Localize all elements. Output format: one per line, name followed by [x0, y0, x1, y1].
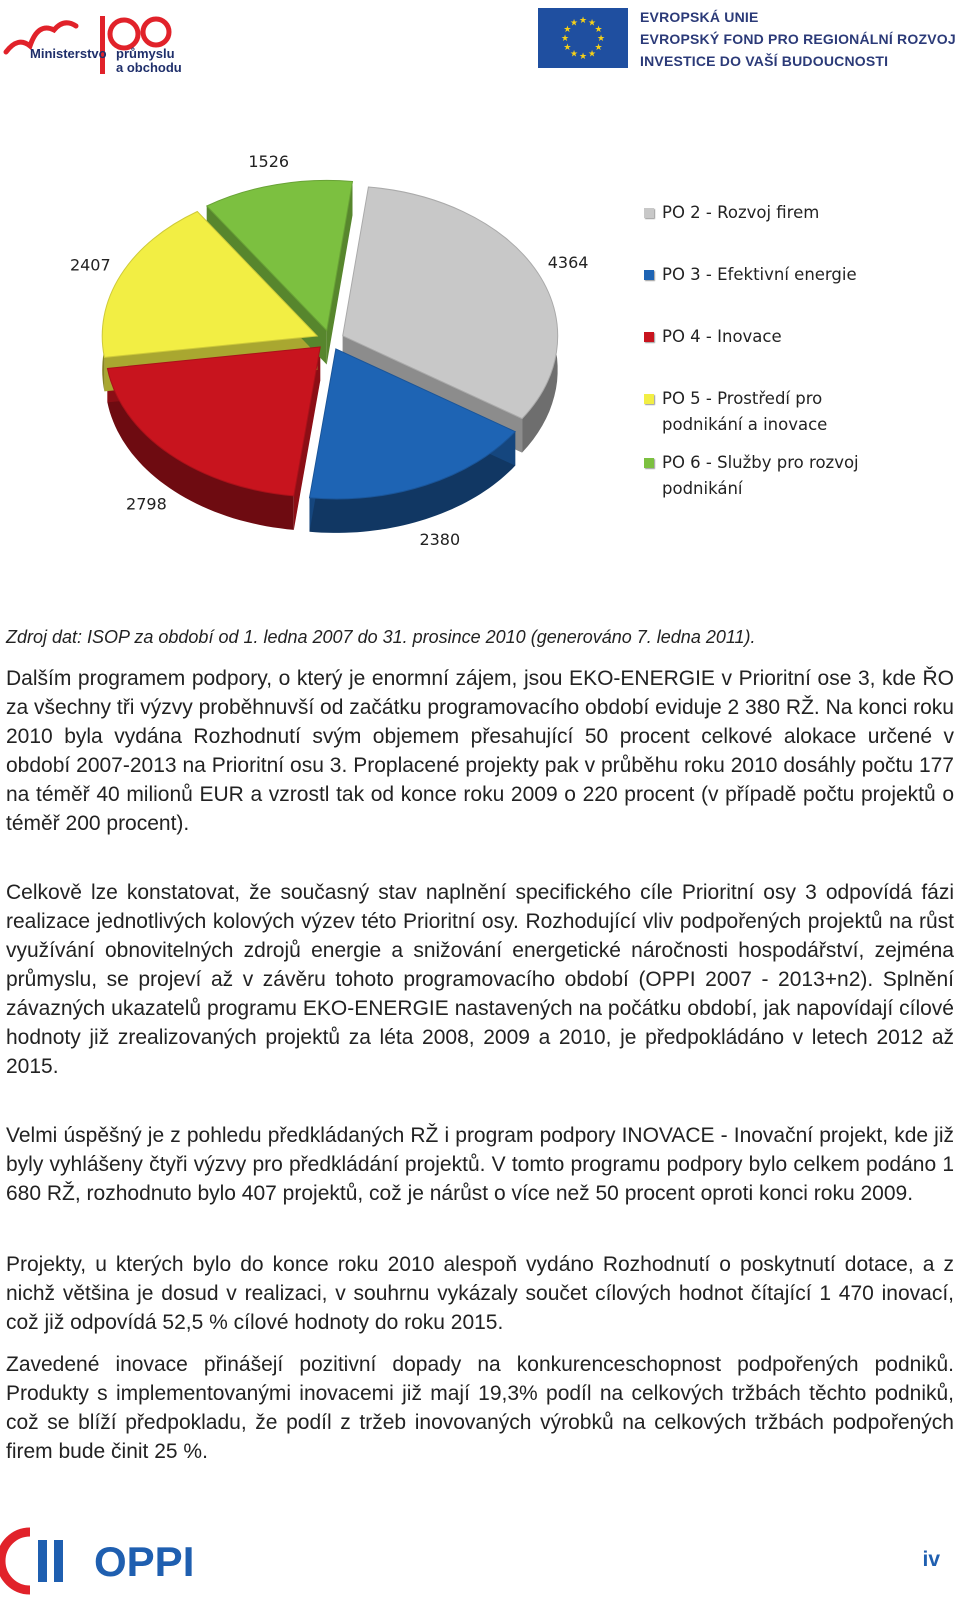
oppi-logo-text: OPPI	[94, 1538, 195, 1585]
svg-text:★: ★	[587, 48, 597, 59]
ministry-logo-line-1: Ministerstvo	[30, 46, 107, 61]
legend-label-po2: PO 2 - Rozvoj firem	[662, 203, 820, 222]
chart-legend	[644, 200, 944, 502]
legend-label-po5: PO 5 - Prostředí pro podnikání a inovace	[662, 389, 828, 434]
legend-item-po4	[644, 324, 944, 350]
paragraph-projects: Projekty, u kterých bylo do konce roku 2010 alespoň vydáno Rozhodnutí o poskytnutí dotace, a z nichž většina je dosud v realizaci, v souhrnu vykázaly součet cílových hodnot čítající 1 470 inovací, což již odpovídá 52,5 % cílové hodnoty do roku 2015.	[6, 1253, 954, 1334]
legend-swatch-po4	[644, 332, 654, 342]
paragraph-eko-energie: Dalším programem podpory, o který je enormní zájem, jsou EKO-ENERGIE v Prioritní ose 3, kde ŘO za všechny tři výzvy proběhnuvší od začátku programovacího období eviduje 2 380 RŽ. Na konci roku 2010 byla vydána Rozhodnutí svým objemem přesahující 50 procent celkové alokace určené v období 2007-2013 na Prioritní osu 3. Proplacené projekty pak v průběhu roku 2010 dosáhly počtu 177 na téměř 40 milionů EUR a vzrostl tak od konce roku 2009 o 220 procent (v případě počtu projektů o téměř 200 procent).	[6, 667, 954, 835]
legend-swatch-po6	[644, 458, 654, 468]
pie-value-label-1: 2380	[419, 530, 461, 550]
legend-swatch-po3	[644, 270, 654, 280]
pie-value-label-3: 2407	[69, 255, 111, 275]
ministry-logo	[4, 6, 194, 76]
eu-flag-icon	[538, 8, 628, 68]
legend-item-po5	[644, 386, 944, 438]
svg-text:★: ★	[560, 33, 570, 43]
legend-swatch-po2	[644, 208, 654, 218]
eu-funding-text	[640, 6, 956, 72]
pie-chart-svg	[60, 152, 660, 550]
paragraph-innovations-impact: Zavedené inovace přinášejí pozitivní dopady na konkurenceschopnost podpořených podniků. Produkty s implementovanými inovacemi již mají 19,3% podíl na celkových tržbách těchto podniků, což se blíží předpokladu, že podíl z tržeb inovovaných výrobků na celkových tržbách podpořených firem bude činit 25 %.	[6, 1353, 954, 1463]
page-number: iv	[922, 1548, 940, 1571]
svg-text:★: ★	[569, 48, 579, 59]
oppi-logo-graphic	[4, 1524, 214, 1594]
eu-line-2: EVROPSKÝ FOND PRO REGIONÁLNÍ ROZVOJ	[640, 31, 956, 47]
legend-label-po4: PO 4 - Inovace	[662, 327, 782, 346]
svg-text:★: ★	[563, 42, 572, 52]
legend-item-po6	[644, 450, 944, 502]
svg-text:★: ★	[587, 17, 597, 28]
svg-text:★: ★	[596, 33, 606, 43]
source-note: Zdroj dat: ISOP za období od 1. ledna 2007 do 31. prosince 2010 (generováno 7. ledna 2011).	[6, 627, 756, 647]
legend-label-po6: PO 6 - Služby pro rozvoj podnikání	[662, 453, 859, 498]
legend-item-po3	[644, 262, 944, 288]
pie-slice-2	[107, 347, 320, 496]
paragraph-inovace: Velmi úspěšný je z pohledu předkládaných RŽ i program podpory INOVACE - Inovační projekt, kde již byly vyhlášeny čtyři výzvy pro předkládání projektů. V tomto programu podpory bylo celkem podáno 1 680 RŽ, rozhodnuto bylo 407 projektů, což je nárůst o více než 50 procent oproti konci roku 2009.	[6, 1124, 954, 1205]
ministry-logo-line-2: průmyslu	[116, 46, 175, 61]
svg-text:★: ★	[594, 42, 603, 52]
eu-line-3: INVESTICE DO VAŠÍ BUDOUCNOSTI	[640, 53, 889, 69]
pie-chart	[60, 152, 660, 550]
pie-value-label-4: 1526	[248, 152, 290, 172]
svg-text:★: ★	[578, 15, 588, 25]
pie-value-label-0: 4364	[547, 253, 589, 273]
svg-text:★: ★	[569, 17, 579, 28]
oppi-logo	[4, 1524, 214, 1594]
legend-swatch-po5	[644, 394, 654, 404]
eu-line-1: EVROPSKÁ UNIE	[640, 9, 759, 25]
svg-text:★: ★	[563, 24, 572, 34]
svg-text:★: ★	[594, 24, 603, 34]
legend-label-po3: PO 3 - Efektivní energie	[662, 265, 857, 284]
ministry-logo-line-3: a obchodu	[116, 60, 182, 75]
paragraph-conclusion-po3: Celkově lze konstatovat, že současný stav naplnění specifického cíle Prioritní osy 3 odpovídá fázi realizace jednotlivých kolových výzev této Prioritní osy. Rozhodující vliv podpořených projektů na růst využívání obnovitelných zdrojů energie a snižování energetické náročnosti hospodářství, zejména průmyslu, se projeví až v závěru tohoto programovacího období (OPPI 2007 - 2013+n2). Splnění závazných ukazatelů programu EKO-ENERGIE nastavených na počátku období, jak napovídají cílové hodnoty již zrealizovaných projektů za léta 2008, 2009 a 2010, je předpokládáno v letech 2012 až 2015.	[6, 881, 954, 1078]
legend-item-po2	[644, 200, 944, 226]
svg-text:★: ★	[578, 51, 588, 61]
pie-value-label-2: 2798	[126, 494, 167, 514]
